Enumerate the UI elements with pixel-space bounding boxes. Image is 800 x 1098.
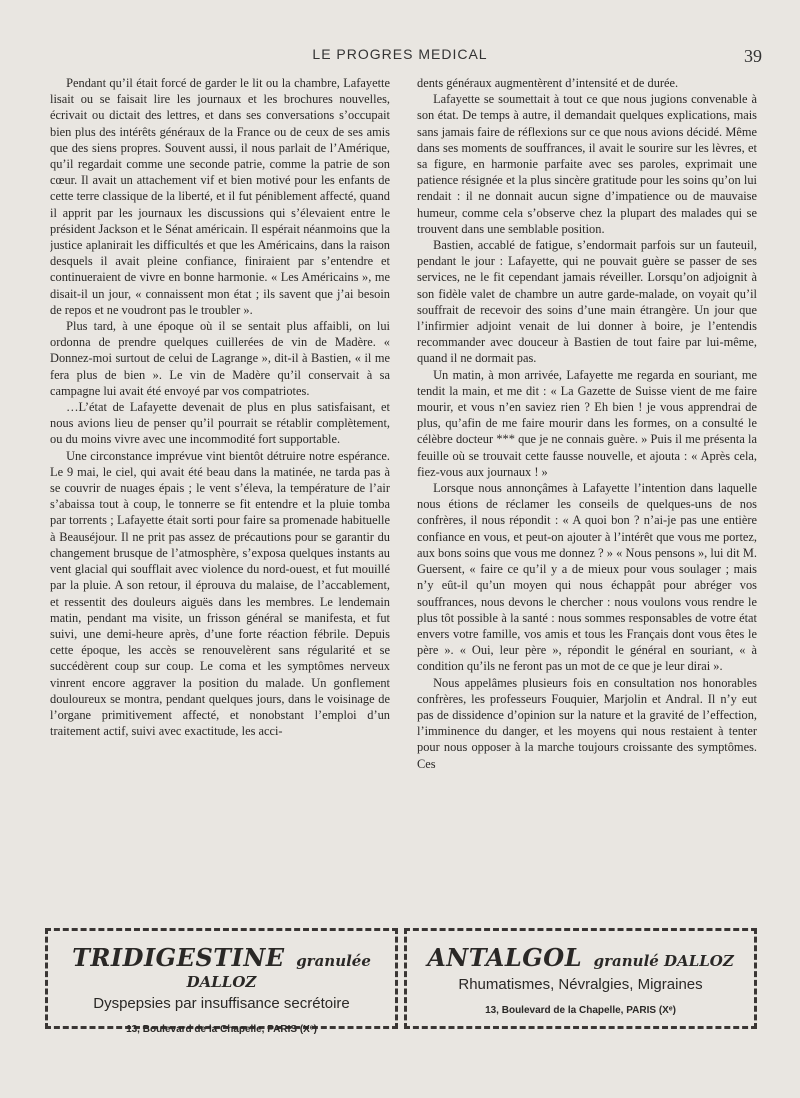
- paragraph: Nous appelâmes plusieurs fois en consultation nos honorables confrères, les professeurs Fouquier, Marjolin et Andral. Il n’y eut pas de dissidence d’opinion sur la nature et la gravité de l’effection, l’imminence du danger, et les moyens qui nous restaient à tenter pour nous opposer à la marche toujours croissante des symptômes. Ces: [417, 675, 757, 771]
- ad-brand: ANTALGOL: [427, 943, 583, 972]
- ad-tagline: Dyspepsies par insuffisance secrétoire: [93, 995, 350, 1012]
- ad-title: [407, 943, 754, 972]
- paragraph: Un matin, à mon arrivée, Lafayette me regarda en souriant, me tendit la main, et me dit : « La Gazette de Suisse vient de me faire mourir, et vous n’en saviez rien ? Eh bien ! je vous apprendrai de plus, qu’afin de me faire mourir dans les formes, on a consulté le célèbre docteur *** que je ne connais guère. » Puis il me présenta la feuille où se trouvait cette fausse nouvelle, et ajouta : « Après cela, fiez-vous aux journaux ! »: [417, 367, 757, 479]
- paragraph: …L’état de Lafayette devenait de plus en plus satisfaisant, et nous avions lieu de penser qu’il pourrait se rétablir complètement, ou du moins vivre avec une incommodité fort supportable.: [50, 400, 390, 447]
- ad-address: 13, Boulevard de la Chapelle, PARIS (Xᵉ): [485, 1005, 676, 1016]
- paragraph: Lafayette se soumettait à tout ce que nous jugions convenable à son état. De temps à autre, il demandait quelques explications, mais sans jamais faire de réflexions sur ce que nous avions décidé. Même dans ses moments de souffrances, il avait le sourire sur les lèvres, et sa figure, en harmonie parfaite avec ses paroles, exprimait une patience résignée et la plus sincère gratitude pour les soins qu’on lui rendait : il ne donnait aucun signe d’impatience ou de mauvaise humeur, comme cela s’observe chez la plupart des malades qui se trouvent dans une semblable position.: [417, 92, 757, 236]
- paragraph: Une circonstance imprévue vint bientôt détruire notre espérance. Le 9 mai, le ciel, qui avait été beau dans la matinée, ne tarda pas à se couvrir de nuages épais ; le vent s’éleva, la température de l’air s’abaissa tout à coup, le tonnerre se fit entendre et la pluie tomba par torrents ; Lafayette était sorti pour faire sa promenade habituelle à Beauséjour. Il ne prit pas assez de précautions pour se garantir du changement brusque de l’atmosphère, s’exposa quelques instants au vent glacial qui soufflait avec violence du nord-ouest, et fut mouillé par la pluie. A son retour, il éprouva du malaise, de l’accablement, et ressentit des douleurs aiguës dans les membres. Le lendemain matin, pendant ma visite, un frisson général se manifesta, et fut suivi, une demi-heure après, d’une forte réaction fébrile. Depuis cette époque, les accès se renouvelèrent sans régularité et se succédèrent coup sur coup. Le coma et les symptômes nerveux vinrent encore aggraver la position du malade. Un gonflement douloureux se montra, pendant quelques jours, dans le voisinage de l’organe primitivement affecté, et nonobstant l’emploi d’un traitement actif, suivi avec exactitude, les acci-: [50, 448, 390, 739]
- paragraph: dents généraux augmentèrent d’intensité et de durée.: [417, 76, 679, 90]
- ad-address: 13, Boulevard de la Chapelle, PARIS (Xᵉ): [126, 1024, 317, 1035]
- paragraph: Pendant qu’il était forcé de garder le lit ou la chambre, Lafayette lisait ou se faisait lire les journaux et les brochures nouvelles, écrivait ou dictait des lettres, et dans ses conversations s’occupait bien plus des intérêts généraux de la France ou de ceux de ses amis que des siens propres. Souvent aussi, il nous parlait de l’Amérique, qu’il regardait comme une seconde patrie, comme la patrie de son cœur. Il avait un attachement vif et bien motivé pour les enfants de cette terre classique de la liberté, et il fut péniblement affecté, quand il apprit par les journaux les discussions qui s’élevaient entre le président Jackson et le Sénat américain. Il espérait néanmoins que la justice aplanirait les difficultés et que les Américains, dans la raison desquels il avait pleine confiance, finiraient par s’entendre et continueraient de vivre en bonne harmonie. « Les Américains », me disait-il un jour, « connaissent mon état ; ils savent que j’ai besoin de repos et ne voudront pas le troubler ».: [50, 76, 390, 317]
- left-column: [50, 75, 390, 915]
- ad-tagline: Rhumatismes, Névralgies, Migraines: [458, 976, 703, 993]
- paragraph: Plus tard, à une époque où il se sentait plus affaibli, on lui ordonna de prendre quelques cuillerées de vin de Madère. « Donnez-moi surtout de celui de Lagrange », dit-il à Bastien, « il me fera plus de bien ». Le vin de Madère qu’il conservait à sa campagne lui avait été envoyé par vos compatriotes.: [50, 319, 390, 398]
- ad-antalgol: [404, 928, 757, 1029]
- paragraph: Bastien, accablé de fatigue, s’endormait parfois sur un fauteuil, pendant le jour : Lafayette, qui ne pouvait guère se passer de ses services, ne le fit cependant jamais réveiller. Lorsqu’on adjoignit à son fidèle valet de chambre un autre garde-malade, on voyait qu’il souffrait de recevoir des soins d’une main étrangère. Un jour que l’infirmier adjoint venait de lui donner à boire, je l’entendis recommander avec douceur à Bastien de tout faire par lui-même, quand il ne dormait pas.: [417, 238, 757, 366]
- ad-form: granulée DALLOZ: [186, 952, 371, 991]
- ad-title: [48, 943, 395, 991]
- ad-tridigestine: [45, 928, 398, 1035]
- right-column: [417, 75, 757, 915]
- ad-brand: TRIDIGESTINE: [72, 943, 285, 972]
- ad-form: granulé DALLOZ: [593, 952, 734, 970]
- running-title: LE PROGRES MEDICAL: [312, 46, 488, 62]
- paragraph: Lorsque nous annonçâmes à Lafayette l’intention dans laquelle nous étions de réclamer les conseils de quelques-uns de nos confrères, il nous répondit : « A quoi bon ? n’ai-je pas une entière confiance en vous, et peut-on ajouter à l’intérêt que vous me portez, aux bons soins que vous me donnez ? » « Nous pensons », lui dit M. Guersent, « faire ce qu’il y a de mieux pour vous soulager ; mais n’y eût-il qu’un moyen qui nous échappât pour abréger vos souffrances, nous devons le chercher : nous voulons vous rendre le plus tôt possible à la santé : nous sommes responsables de votre état envers votre famille, vos amis et tous les Français dont vous êtes le père ». « Oui, leur père », répondit le général en souriant, « à condition qu’ils ne feront pas un mot de ce que je leur dirai ».: [417, 481, 757, 674]
- page-number: 39: [744, 46, 762, 66]
- advertisement-band: [45, 928, 757, 1035]
